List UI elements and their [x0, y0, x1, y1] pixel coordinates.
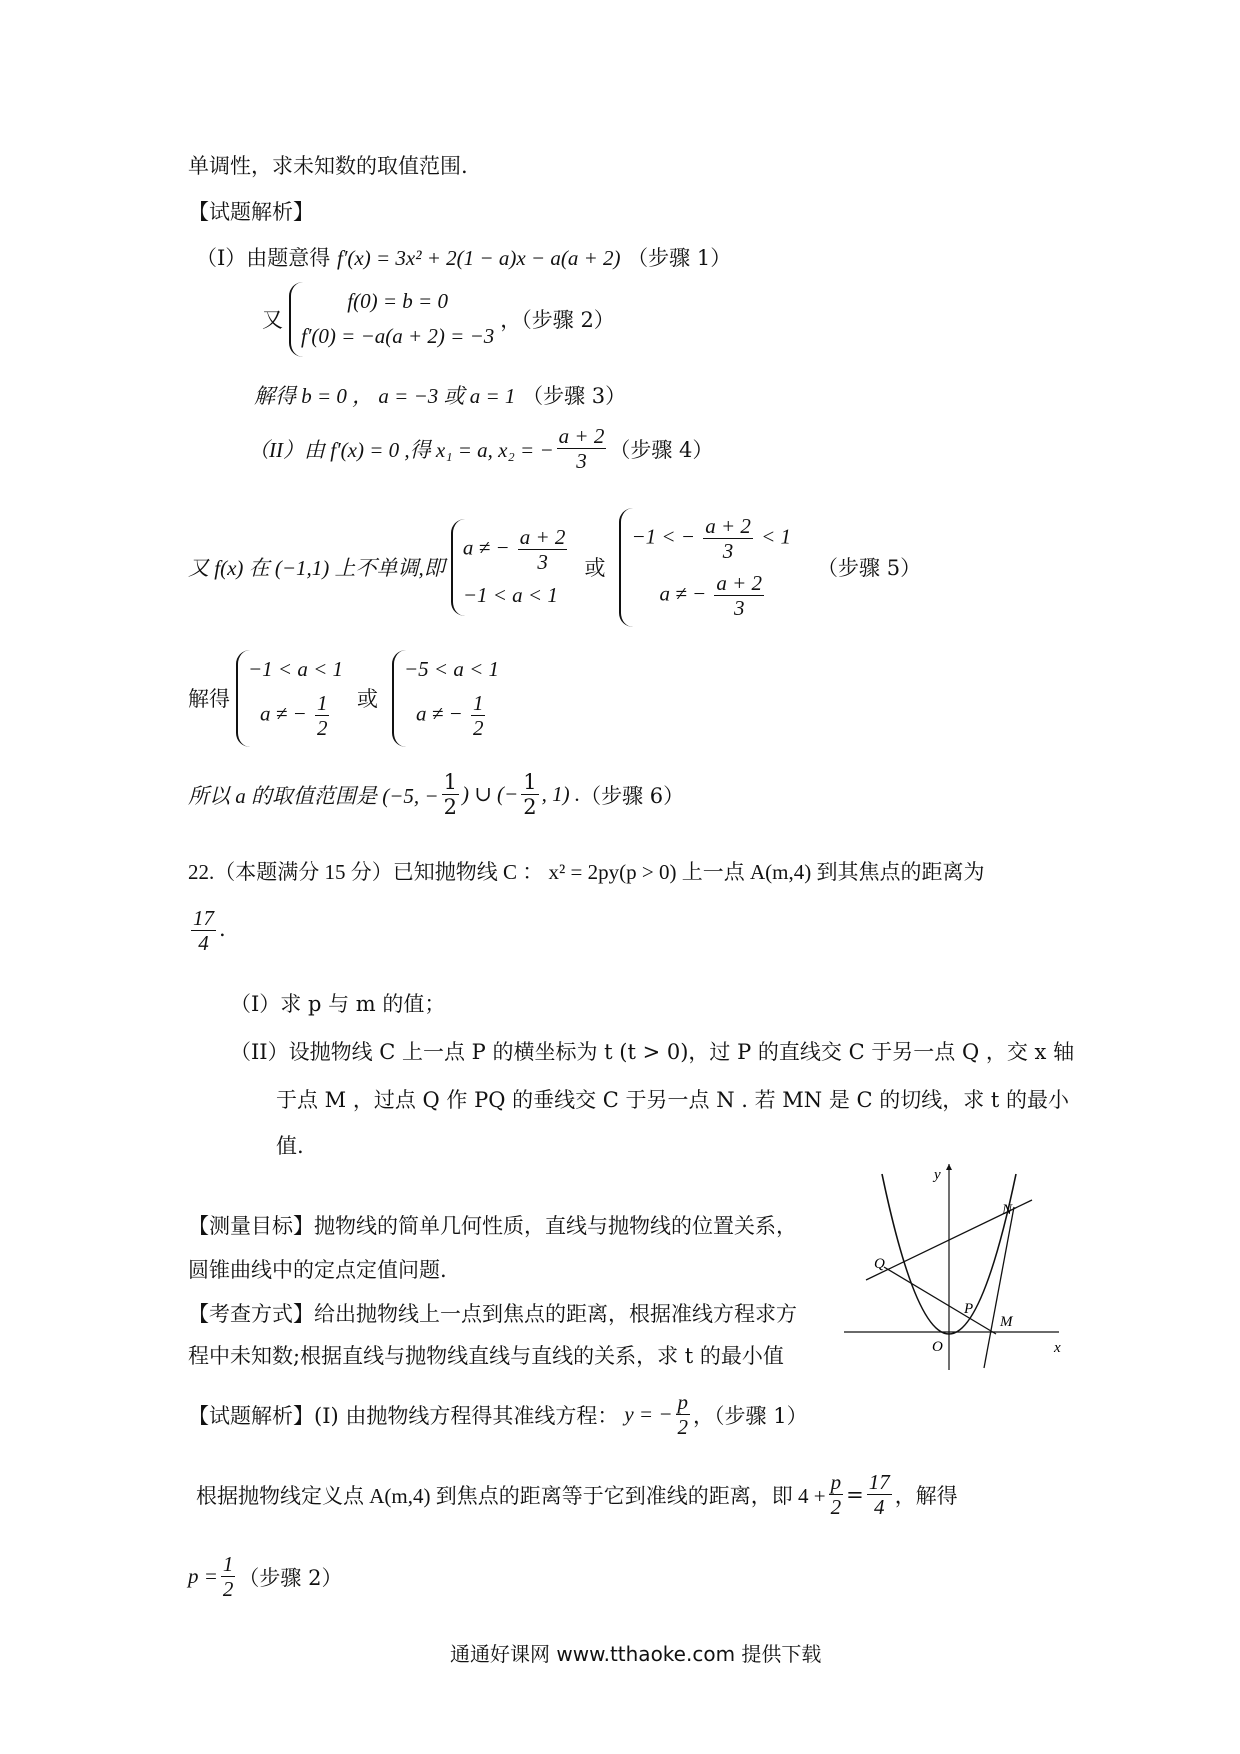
range-prefix: 所以 a 的取值范围是 (−5, − — [188, 783, 439, 808]
row-prefix: a ≠ − — [260, 701, 307, 726]
part2-prefix: （II）由 f′(x) = 0 ,得 x₁ = a, x₂ = − — [248, 437, 554, 462]
fraction — [829, 1470, 844, 1519]
result1-brace — [236, 650, 343, 747]
denominator: 3 — [733, 596, 745, 621]
numerator: 1 — [443, 770, 457, 794]
analysis2-line1 — [188, 1390, 808, 1439]
range-mid: ) ∪ (− — [461, 782, 519, 807]
denominator: 4 — [198, 931, 209, 956]
denominator: 3 — [722, 539, 734, 564]
numerator: p — [830, 1470, 842, 1494]
step-label: ，（步骤 2） — [500, 308, 615, 333]
point-M-label: M — [1000, 1314, 1013, 1330]
jiede-label: 解得 — [188, 687, 230, 712]
fraction — [557, 424, 607, 473]
step-label: （步骤 2） — [238, 1565, 343, 1590]
step-label: （步骤 5） — [817, 556, 922, 581]
system-row: −1 < a < 1 — [462, 583, 558, 608]
method-text: 程中未知数;根据直线与抛物线直线与直线的关系，求 t 的最小值 — [188, 1344, 784, 1368]
fraction — [676, 1390, 691, 1439]
fraction — [221, 1552, 236, 1601]
distance-fraction: $\frac{17}{4}$ . — [193, 906, 226, 956]
line2-prefix: 根据抛物线定义点 A(m,4) 到焦点的距离等于它到准线的距离，即 4 + — [196, 1483, 826, 1508]
numerator: 17 — [193, 906, 214, 930]
system-row: −1 < a < 1 — [248, 657, 344, 681]
nonmonotonic-line — [188, 508, 921, 627]
tangent-line — [984, 1207, 1014, 1368]
system-row: f′(0) = −a(a + 2) = −3 — [301, 324, 495, 349]
analysis2-line2 — [196, 1470, 958, 1519]
point-Q-label: Q — [874, 1256, 885, 1272]
fraction — [471, 691, 486, 740]
system-row — [631, 567, 791, 624]
row-suffix: < 1 — [761, 524, 792, 549]
denominator: 2 — [472, 716, 484, 741]
solve-text: 解得 b = 0 ， a = −3 或 a = 1 — [254, 384, 516, 408]
denominator: 2 — [443, 795, 457, 820]
range-suffix: , 1) . — [541, 782, 581, 807]
step-label: ，（步骤 1） — [693, 1403, 808, 1428]
or-label: 或 — [357, 687, 379, 712]
fraction — [714, 571, 764, 620]
analysis2-line3 — [188, 1552, 342, 1601]
fraction — [703, 514, 753, 563]
row-prefix: −1 < − — [631, 524, 695, 549]
denominator: 2 — [677, 1415, 689, 1440]
denominator: 3 — [537, 550, 548, 575]
fraction — [442, 770, 459, 819]
nonmono-prefix: 又 f(x) 在 (−1,1) 上不单调,即 — [188, 556, 445, 581]
result2-brace — [392, 650, 499, 747]
numerator: 1 — [222, 1552, 234, 1576]
point-P-label: P — [964, 1301, 974, 1317]
step-label: （步骤 6） — [580, 783, 685, 808]
y-label: y — [934, 1167, 941, 1183]
problem-22-part2: 值. — [276, 1134, 304, 1158]
x-label: x — [1054, 1340, 1061, 1356]
equals-sign: = — [846, 1482, 864, 1507]
step-label: （步骤 4） — [609, 437, 714, 462]
row-prefix: a ≠ − — [659, 581, 707, 606]
part1-prefix: （I）由题意得 — [196, 246, 331, 270]
problem-22-part1: （I）求 p 与 m 的值； — [230, 992, 446, 1016]
system-row — [404, 687, 499, 744]
system-brace — [289, 282, 494, 357]
method-text: 【考查方式】给出抛物线上一点到焦点的距离，根据准线方程求方 — [188, 1302, 797, 1326]
part1-line — [196, 242, 731, 272]
problem-22-stem: 22.（本题满分 15 分）已知抛物线 C ： x² = 2py(p > 0) 上一点 A(m,4) 到其焦点的距离为 — [188, 860, 985, 884]
system-row: f(0) = b = 0 — [347, 289, 448, 313]
you-label: 又 — [262, 308, 283, 333]
case2-brace — [619, 508, 791, 627]
range-line — [188, 770, 684, 819]
denominator: 2 — [222, 1577, 234, 1602]
denominator: 4 — [873, 1495, 885, 1520]
step-label: （步骤 1） — [627, 246, 732, 270]
numerator: 1 — [523, 770, 537, 794]
point-N-label: N — [1002, 1202, 1013, 1218]
numerator: p — [677, 1390, 689, 1414]
numerator: 1 — [316, 691, 328, 716]
result-line — [188, 650, 505, 747]
directrix-prefix: y = − — [624, 1402, 673, 1427]
page-footer: 通通好课网 www.tthaoke.com 提供下载 — [450, 1642, 822, 1666]
goal-text: 圆锥曲线中的定点定值问题. — [188, 1258, 447, 1282]
fraction — [315, 691, 330, 740]
system-row — [248, 687, 343, 744]
y-axis-arrow — [946, 1164, 952, 1170]
p-equals: p = — [188, 1564, 218, 1589]
line2-suffix: ，解得 — [894, 1483, 958, 1508]
fraction — [867, 1470, 892, 1519]
numerator: a + 2 — [519, 524, 566, 549]
or-label: 或 — [584, 556, 606, 581]
derivative-equation: f′(x) = 3x² + 2(1 − a)x − a(a + 2) — [336, 246, 621, 270]
origin-label: O — [932, 1339, 943, 1355]
fraction — [518, 525, 568, 574]
system-row — [463, 521, 571, 578]
system-row — [631, 510, 791, 567]
denominator: 3 — [576, 449, 587, 474]
section-heading: 【试题解析】 — [188, 200, 314, 224]
solve-line — [254, 380, 626, 410]
numerator: a + 2 — [716, 571, 763, 596]
system-row: −5 < a < 1 — [404, 657, 500, 681]
continued-text: 单调性，求未知数的取值范围. — [188, 154, 468, 178]
problem-22-part2: 于点 M ，过点 Q 作 PQ 的垂线交 C 于另一点 N . 若 MN 是 C 的切线，求 t 的最小 — [276, 1088, 1070, 1112]
numerator: a + 2 — [705, 514, 751, 538]
case1-brace — [451, 519, 571, 616]
denominator: 2 — [523, 795, 537, 820]
fraction — [521, 770, 538, 819]
denominator: 2 — [316, 716, 328, 741]
parabola-figure — [844, 1164, 1064, 1370]
goal-text: 【测量目标】抛物线的简单几何性质，直线与抛物线的位置关系， — [188, 1214, 797, 1238]
analysis2-prefix: 【试题解析】(I) 由抛物线方程得其准线方程： — [188, 1403, 619, 1428]
numerator: a + 2 — [558, 424, 605, 448]
system-1 — [262, 282, 615, 357]
fraction — [191, 906, 216, 955]
row-prefix: a ≠ − — [462, 535, 510, 560]
problem-22-part2: （II）设抛物线 C 上一点 P 的横坐标为 t (t > 0)，过 P 的直线交 C 于另一点 Q ，交 x 轴 — [230, 1040, 1075, 1064]
denominator: 2 — [830, 1495, 842, 1520]
part2-line — [248, 424, 713, 473]
step-label: （步骤 3） — [522, 384, 627, 408]
row-prefix: a ≠ − — [416, 701, 463, 726]
numerator: 17 — [868, 1470, 890, 1494]
numerator: 1 — [472, 691, 484, 716]
